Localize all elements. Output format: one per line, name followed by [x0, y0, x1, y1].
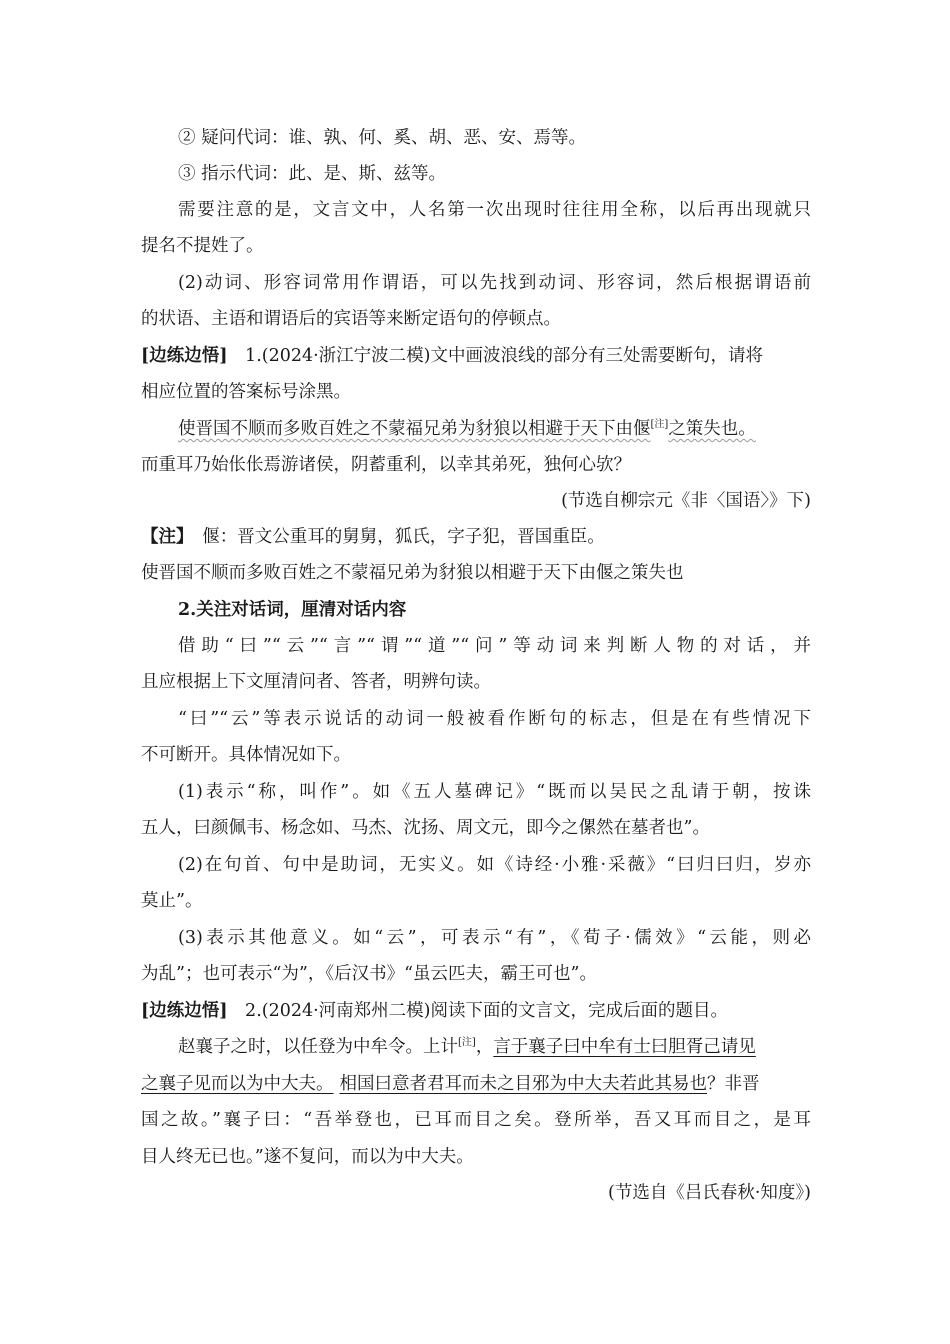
exercise-tag: [边练边悟] [141, 1001, 228, 1021]
paragraph-line: 的状语、主语和谓语后的宾语等来断定语句的停顿点。 [141, 309, 561, 329]
underlined-text: 相国曰意者君耳而未之目邪为中大夫若此其易也 [339, 1074, 707, 1094]
paragraph-line: 莫止”。 [141, 891, 203, 911]
passage-text: ， [475, 1037, 494, 1057]
passage-text: ？非晋 [707, 1074, 760, 1094]
note-text: 偃：晋文公重耳的舅舅，狐氏，字子犯，晋国重臣。 [202, 527, 605, 547]
footnote-marker: [注] [458, 1037, 476, 1049]
note-line [141, 525, 605, 549]
exercise-tag: [边练边悟] [141, 346, 228, 366]
paragraph-line: 为乱”；也可表示“为”，《后汉书》“虽云匹夫，霸王可也”。 [141, 964, 597, 984]
passage-line: 而重耳乃始伥伥焉游诸侯，阴蓄重利，以幸其弟死，独何心欤？ [141, 455, 631, 475]
paragraph-line: “曰”“云”等表示说话的动词一般被看作断句的标志，但是在有些情况下 [178, 709, 811, 729]
passage-line: 目人终无已也。”遂不复问，而以为中大夫。 [141, 1147, 474, 1167]
passage-line [178, 417, 756, 441]
exercise-text: 2.(2024·河南郑州二模)阅读下面的文言文，完成后面的题目。 [227, 1001, 729, 1021]
paragraph-line: (1)表示“称，叫作”。如《五人墓碑记》“既而以吴民之乱请于朝，按诛 [178, 782, 811, 802]
exercise-intro-line [141, 344, 763, 368]
paragraph-line: 提名不提姓了。 [141, 236, 264, 256]
paragraph-line: (2)动词、形容词常用作谓语，可以先找到动词、形容词，然后根据谓语前 [178, 273, 811, 293]
paragraph-line: 需要注意的是，文言文中，人名第一次出现时往往用全称，以后再出现就只 [178, 200, 811, 220]
exercise-text: 1.(2024·浙江宁波二模)文中画波浪线的部分有三处需要断句，请将 [227, 346, 764, 366]
footnote-marker: [注] [650, 419, 669, 431]
passage-line [178, 1035, 756, 1059]
paragraph-line: ② 疑问代词：谁、孰、何、奚、胡、恶、安、焉等。 [178, 128, 587, 148]
paragraph-line: 五人，曰颜佩韦、杨念如、马杰、沈扬、周文元，即今之傫然在墓者也”。 [141, 818, 710, 838]
wavy-underlined-text: 之策失也。 [668, 419, 756, 439]
note-tag: 【注】 [141, 527, 194, 547]
paragraph-line: (3)表示其他意义。如“云”，可表示“有”，《荀子·儒效》“云能，则必 [178, 928, 811, 948]
passage-line: 国之故。”襄子曰：“吾举登也，已耳而目之矣。登所举，吾又耳而目之，是耳 [141, 1110, 811, 1130]
exercise-intro-line [141, 999, 728, 1023]
wavy-underlined-text: 使晋国不顺而多败百姓之不蒙福兄弟为豺狼以相避于天下由偃 [178, 419, 651, 439]
paragraph-line: 相应位置的答案标号涂黑。 [141, 382, 351, 402]
paragraph-line: ③ 指示代词：此、是、斯、兹等。 [178, 164, 447, 184]
paragraph-line: 不可断开。具体情况如下。 [141, 745, 351, 765]
passage-line [141, 1072, 760, 1096]
section-heading: 2.关注对话词，厘清对话内容 [178, 600, 407, 620]
passage-text: 赵襄子之时，以任登为中牟令。上计 [178, 1037, 458, 1057]
source-citation: (节选自柳宗元《非〈国语〉》下) [561, 491, 811, 511]
paragraph-line: 借助“曰”“云”“言”“谓”“道”“问”等动词来判断人物的对话，并 [178, 636, 811, 656]
answer-line: 使晋国不顺而多败百姓之不蒙福兄弟为豺狼以相避于天下由偃之策失也 [141, 563, 684, 583]
paragraph-line: (2)在句首、句中是助词，无实义。如《诗经·小雅·采薇》“曰归曰归，岁亦 [178, 855, 811, 875]
paragraph-line: 且应根据上下文厘清问者、答者，明辨句读。 [141, 672, 491, 692]
underlined-text: 之襄子见而以为中大夫。 [141, 1074, 334, 1094]
source-citation: (节选自《吕氏春秋·知度》) [608, 1183, 811, 1203]
underlined-text: 言于襄子曰中牟有士曰胆胥己请见 [493, 1037, 756, 1057]
